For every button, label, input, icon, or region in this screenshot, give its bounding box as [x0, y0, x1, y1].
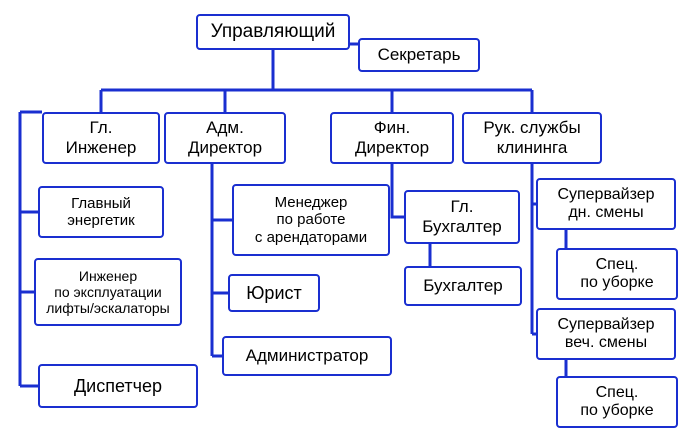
node-label: Бухгалтер	[423, 276, 503, 296]
node-inzhener-ekspluatatsii[interactable]	[34, 258, 182, 326]
node-label: Спец. по уборке	[580, 383, 654, 419]
node-label: Супервайзер веч. смены	[557, 315, 655, 351]
link-fin-gl-buhgalter	[392, 164, 404, 217]
node-ruk-sluzhby-kliningа[interactable]	[462, 112, 602, 164]
node-buhgalter[interactable]	[404, 266, 522, 306]
node-label: Диспетчер	[73, 375, 163, 396]
node-supervayzer-dn[interactable]	[536, 178, 676, 230]
node-gl-buhgalter[interactable]	[404, 190, 520, 244]
node-gl-inzhener[interactable]	[42, 112, 160, 164]
node-label: Главный энергетик	[67, 194, 135, 229]
node-label: Секретарь	[377, 45, 461, 65]
node-spec-po-uborke-2[interactable]	[556, 376, 678, 428]
node-menedzher-po-rabote[interactable]	[232, 184, 390, 256]
node-label: Управляющий	[210, 21, 336, 43]
node-fin-direktor[interactable]	[330, 112, 454, 164]
node-glavnyy-energetik[interactable]	[38, 186, 164, 238]
node-label: Рук. службы клининга	[483, 118, 581, 157]
node-label: Менеджер по работе с арендаторами	[254, 194, 368, 246]
node-adm-direktor[interactable]	[164, 112, 286, 164]
node-label: Супервайзер дн. смены	[557, 185, 655, 221]
node-supervayzer-vech[interactable]	[536, 308, 676, 360]
node-administrator[interactable]	[222, 336, 392, 376]
node-label: Фин. Директор	[354, 118, 430, 157]
node-label: Гл. Инженер	[65, 118, 137, 157]
node-upravlyayushchiy[interactable]	[196, 14, 350, 50]
node-label: Спец. по уборке	[580, 255, 654, 291]
node-label: Администратор	[245, 346, 369, 366]
node-yurist[interactable]	[228, 274, 320, 312]
node-dispetcher[interactable]	[38, 364, 198, 408]
node-label: Гл. Бухгалтер	[422, 197, 502, 236]
node-label: Инженер по эксплуатации лифты/эскалаторы	[46, 267, 170, 317]
node-sekretar[interactable]	[358, 38, 480, 72]
node-label: Юрист	[246, 282, 302, 303]
node-spec-po-uborke-1[interactable]	[556, 248, 678, 300]
node-label: Адм. Директор	[187, 118, 263, 157]
